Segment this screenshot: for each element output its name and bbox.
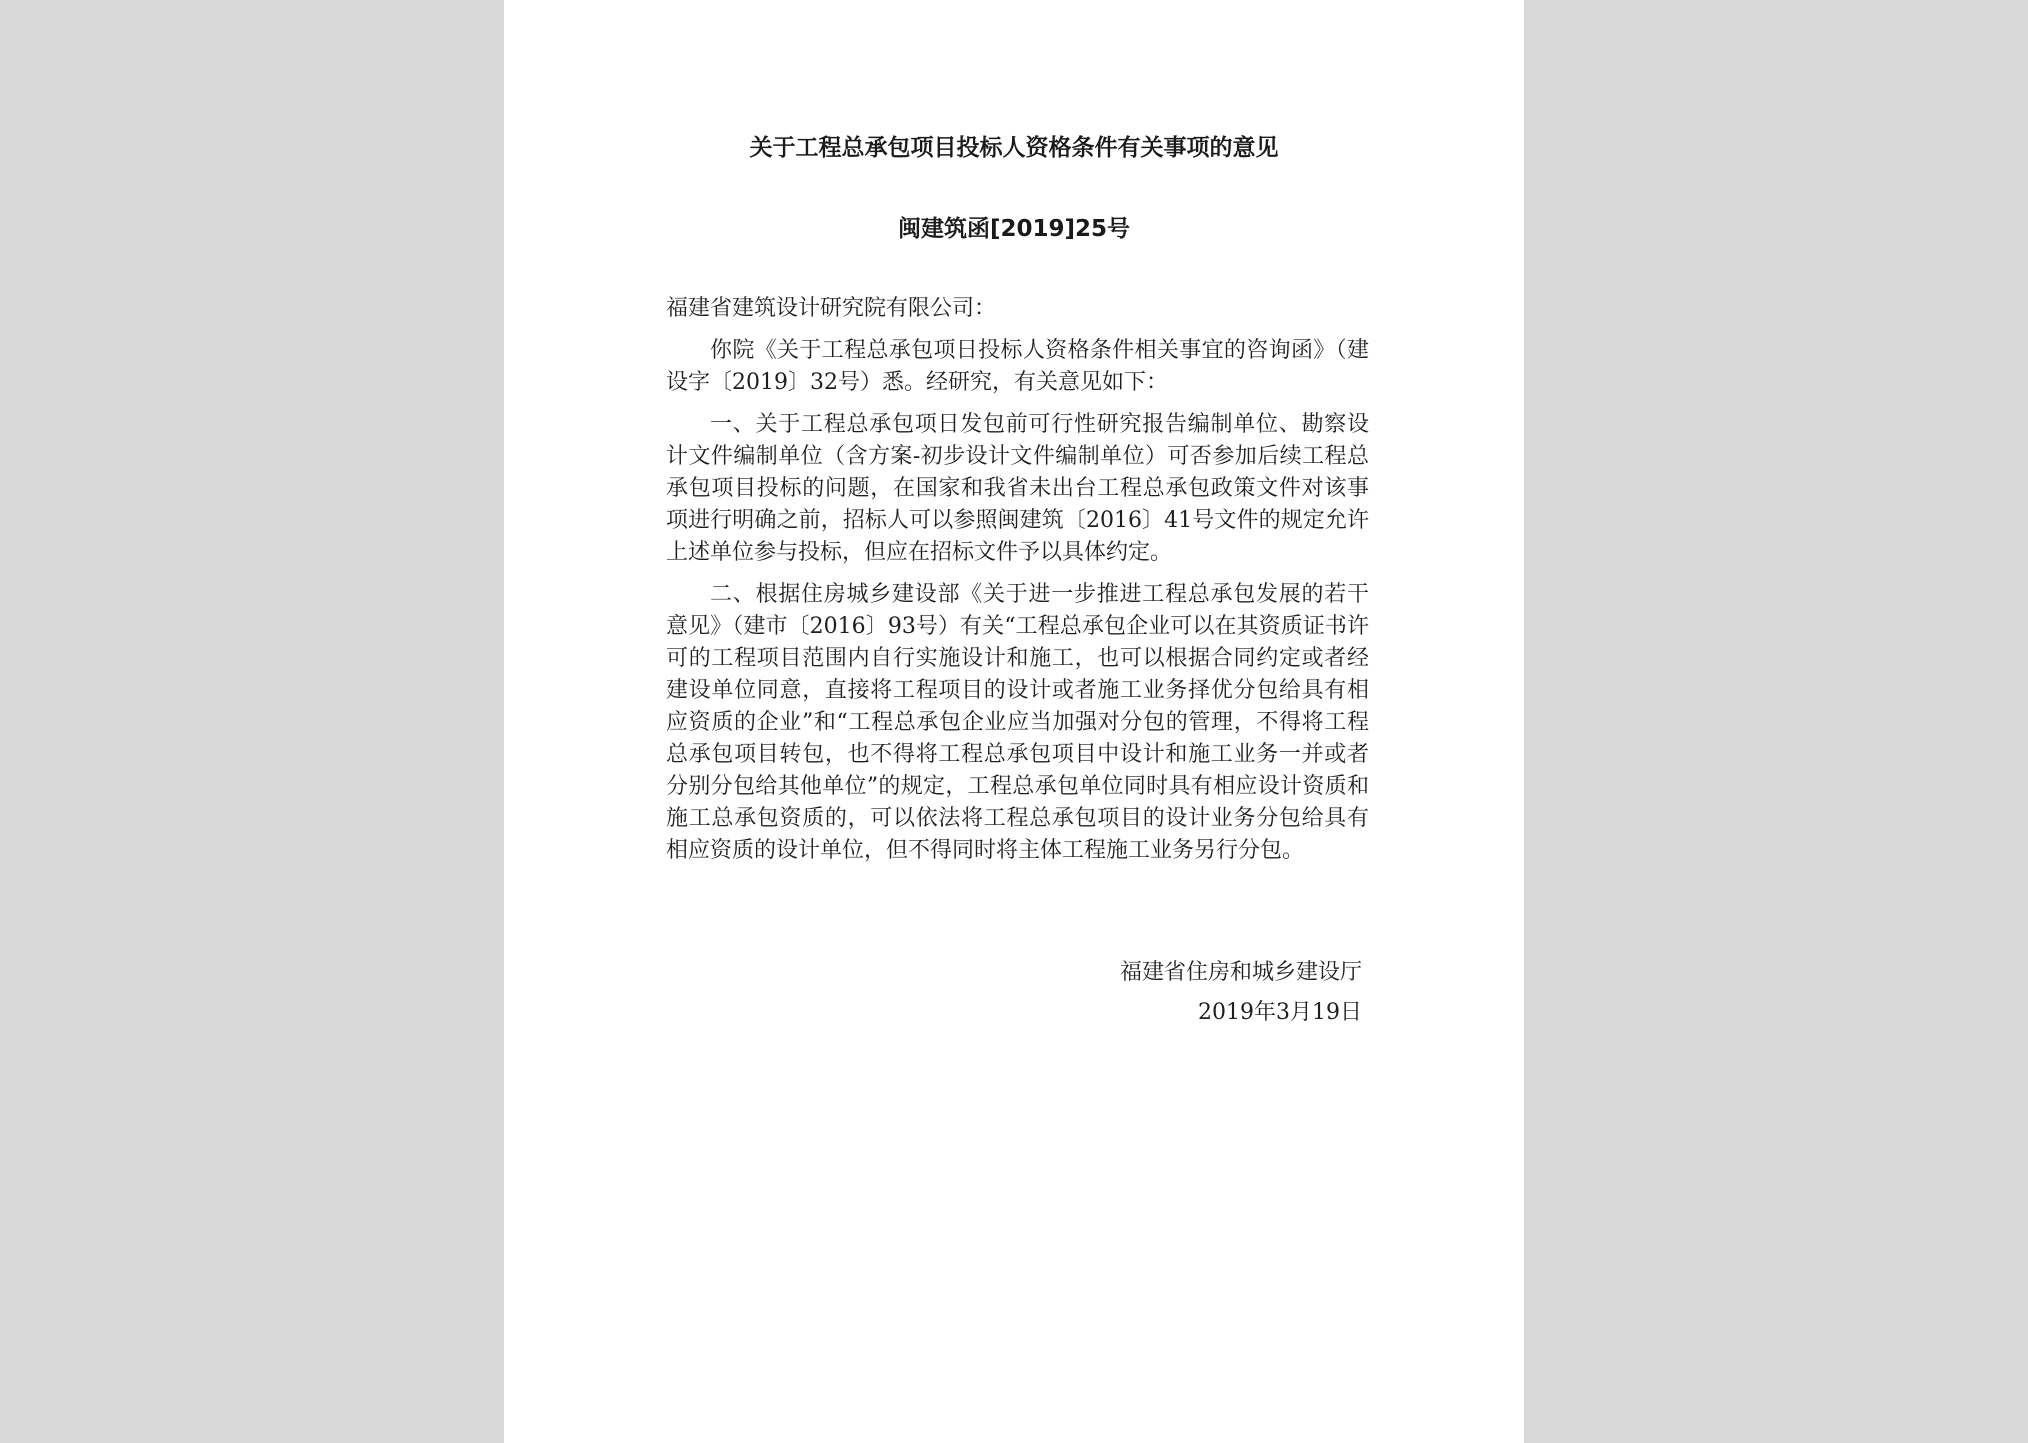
- paragraph-intro: 你院《关于工程总承包项日投标人资格条件相关事宜的咨询函》（建设字〔2019〕32号）悉。经研究，有关意见如下：: [666, 338, 1369, 395]
- recipient-line: 福建省建筑设计研究院有限公司：: [666, 296, 997, 321]
- signature-date: 2019年3月19日: [1198, 1000, 1362, 1025]
- signature-organization: 福建省住房和城乡建设厅: [1119, 960, 1362, 985]
- paragraph-item-one: 一、关于工程总承包项日发包前可行性研究报告编制单位、勘察设计文件编制单位（含方案-初步设计文件编制单位）可否参加后续工程总承包项目投标的问题，在国家和我省未出台工程总承包政策文件对该事项进行明确之前，招标人可以参照闽建筑〔2016〕41号文件的规定允许上述单位参与投标，但应在招标文件予以具体约定。: [666, 412, 1369, 565]
- paragraph-item-two: 二、根据住房城乡建设部《关于进一步推进工程总承包发展的若干意见》（建市〔2016〕93号）有关“工程总承包企业可以在其资质证书许可的工程项目范围内自行实施设计和施工，也可以根据合同约定或者经建设单位同意，直接将工程项目的设计或者施工业务择优分包给具有相应资质的企业”和“工程总承包企业应当加强对分包的管理，不得将工程总承包项目转包，也不得将工程总承包项目中设计和施工业务一并或者分别分包给其他单位”的规定，工程总承包单位同时具有相应设计资质和施工总承包资质的，可以依法将工程总承包项目的设计业务分包给具有相应资质的设计单位，但不得同时将主体工程施工业务另行分包。: [666, 582, 1369, 863]
- document-title: 关于工程总承包项目投标人资格条件有关事项的意见: [749, 135, 1279, 161]
- document-number: 闽建筑函[2019]25号: [897, 216, 1131, 242]
- document-page: [504, 0, 1524, 1443]
- document-body: [666, 293, 1369, 877]
- signature-block: [1120, 953, 1362, 1033]
